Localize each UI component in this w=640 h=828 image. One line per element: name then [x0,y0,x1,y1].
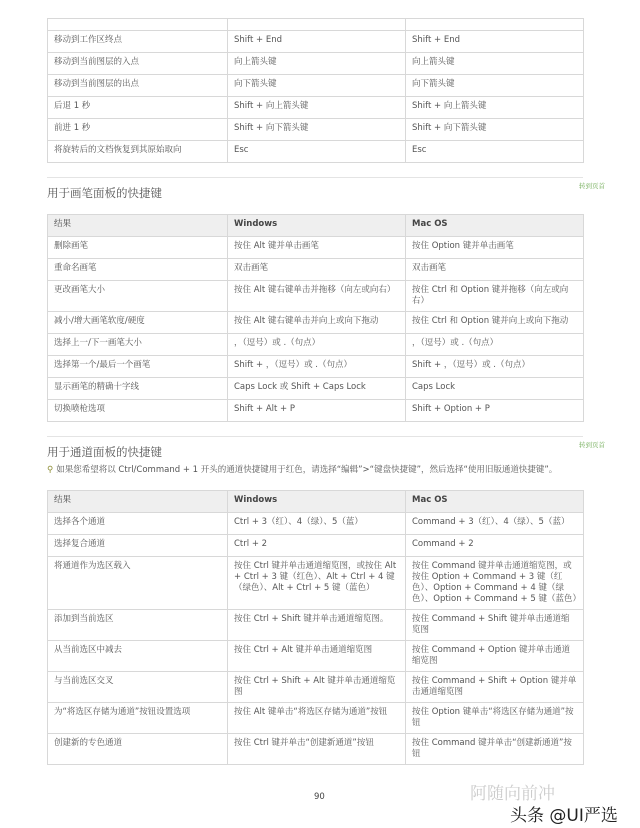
mac-cell: 按住 Ctrl 和 Option 键并向上或向下拖动 [406,312,584,334]
result-cell: 从当前选区中减去 [48,641,228,672]
mac-cell: 按住 Command + Shift 键并单击通道缩览图 [406,610,584,641]
table-row [48,259,584,281]
windows-cell: 向下箭头键 [228,75,406,97]
windows-cell: 按住 Alt 键右键单击并向上或向下拖动 [228,312,406,334]
mac-cell: 按住 Command + Option 键并单击通道缩览图 [406,641,584,672]
windows-cell: Shift + 向下箭头键 [228,119,406,141]
table-row [48,513,584,535]
windows-cell: 双击画笔 [228,259,406,281]
table-row [48,97,584,119]
document-content [47,18,605,765]
mac-cell: Mac OS [406,491,584,513]
table-row-partial [48,19,584,31]
windows-cell: 按住 Ctrl + Alt 键并单击通道缩览图 [228,641,406,672]
result-cell: 与当前选区交叉 [48,672,228,703]
table-row [48,378,584,400]
shortcut-table-brushes [47,214,584,422]
table-row [48,641,584,672]
mac-cell: Shift + 向下箭头键 [406,119,584,141]
windows-cell: Shift + End [228,31,406,53]
mac-cell: ，（逗号）或 .（句点） [406,334,584,356]
windows-cell: Ctrl + 2 [228,535,406,557]
result-cell: 将旋转后的文档恢复到其原始取向 [48,141,228,163]
mac-cell: 按住 Option 键并单击画笔 [406,237,584,259]
back-to-top-link[interactable]: 转到页首 [579,182,605,190]
watermark-wechat: 阿随向前冲 [470,784,555,804]
result-cell: 选择第一个/最后一个画笔 [48,356,228,378]
result-cell: 为“将选区存储为通道”按钮设置选项 [48,703,228,734]
table-row [48,53,584,75]
table-row [48,281,584,312]
table-row [48,237,584,259]
windows-cell: ，（逗号）或 .（句点） [228,334,406,356]
table-row [48,703,584,734]
shortcut-table-channels [47,490,584,765]
result-cell: 选择上一/下一画笔大小 [48,334,228,356]
result-cell: 将通道作为选区载入 [48,557,228,610]
section-brushes [47,177,605,422]
windows-cell: 按住 Ctrl 键并单击通道缩览图，或按住 Alt + Ctrl + 3 键（红色）、Alt + Ctrl + 4 键（绿色）、Alt + Ctrl + 5 键（蓝色） [228,557,406,610]
section-title-channels: 用于通道面板的快捷键 [47,445,162,459]
table-row [48,119,584,141]
windows-cell: 按住 Alt 键右键单击并拖移（向左或向右） [228,281,406,312]
result-cell: 选择复合通道 [48,535,228,557]
mac-cell: Shift + End [406,31,584,53]
windows-cell: 按住 Ctrl 键并单击“创建新通道”按钮 [228,734,406,765]
table-row [48,734,584,765]
windows-cell: 向上箭头键 [228,53,406,75]
mac-cell: Shift + ，（逗号）或 .（句点） [406,356,584,378]
windows-cell: Shift + ，（逗号）或 .（句点） [228,356,406,378]
table-row [48,557,584,610]
mac-cell: 双击画笔 [406,259,584,281]
result-cell: 减小/增大画笔软度/硬度 [48,312,228,334]
result-cell: 移动到当前图层的出点 [48,75,228,97]
mac-cell: 向下箭头键 [406,75,584,97]
result-cell: 选择各个通道 [48,513,228,535]
table-row [48,356,584,378]
page-number: 90 [314,792,325,802]
back-to-top-link[interactable]: 转到页首 [579,441,605,449]
table-header-row [48,491,584,513]
result-cell: 结果 [48,215,228,237]
mac-cell: 按住 Ctrl 和 Option 键并拖移（向左或向右） [406,281,584,312]
table-row [48,141,584,163]
result-cell: 创建新的专色通道 [48,734,228,765]
windows-cell: 按住 Ctrl + Shift + Alt 键并单击通道缩览图 [228,672,406,703]
lightbulb-icon: ⚲ [47,465,54,475]
result-cell: 显示画笔的精确十字线 [48,378,228,400]
mac-cell: Esc [406,141,584,163]
mac-cell: 向上箭头键 [406,53,584,75]
table-row [48,400,584,422]
mac-cell: 按住 Command 键并单击通道缩览图，或按住 Option + Command + 3 键（红色）、Option + Command + 4 键（绿色）、Option + Command + 5 键（蓝色） [406,557,584,610]
windows-cell: 按住 Ctrl + Shift 键并单击通道缩览图。 [228,610,406,641]
result-cell: 切换喷枪选项 [48,400,228,422]
windows-cell: Caps Lock 或 Shift + Caps Lock [228,378,406,400]
result-cell: 移动到当前图层的入点 [48,53,228,75]
result-cell: 删除画笔 [48,237,228,259]
table-row [48,610,584,641]
windows-cell: 按住 Alt 键单击“将选区存储为通道”按钮 [228,703,406,734]
windows-cell: 按住 Alt 键并单击画笔 [228,237,406,259]
shortcut-table-timeline [47,18,584,163]
section-title-brushes: 用于画笔面板的快捷键 [47,186,162,200]
windows-cell: Shift + Alt + P [228,400,406,422]
result-cell: 添加到当前选区 [48,610,228,641]
mac-cell: Mac OS [406,215,584,237]
table-row [48,312,584,334]
mac-cell: Command + 2 [406,535,584,557]
mac-cell: 按住 Command + Shift + Option 键并单击通道缩览图 [406,672,584,703]
table-row [48,535,584,557]
table-header-row [48,215,584,237]
windows-cell: Windows [228,491,406,513]
mac-cell: Command + 3（红）、4（绿）、5（蓝） [406,513,584,535]
table-row [48,75,584,97]
tip-text: 如果您希望将以 Ctrl/Command + 1 开头的通道快捷键用于红色，请选择“编辑”>“键盘快捷键”，然后选择“使用旧版通道快捷键”。 [56,465,558,475]
mac-cell: Shift + 向上箭头键 [406,97,584,119]
mac-cell: Shift + Option + P [406,400,584,422]
result-cell: 前进 1 秒 [48,119,228,141]
windows-cell: Ctrl + 3（红）、4（绿）、5（蓝） [228,513,406,535]
result-cell: 结果 [48,491,228,513]
result-cell: 移动到工作区终点 [48,31,228,53]
result-cell: 后退 1 秒 [48,97,228,119]
table-row [48,334,584,356]
watermark-toutiao: 头条 @UI严选 [510,806,618,826]
table-row [48,31,584,53]
mac-cell: Caps Lock [406,378,584,400]
result-cell: 重命名画笔 [48,259,228,281]
tip-note [47,465,627,476]
windows-cell: Esc [228,141,406,163]
result-cell: 更改画笔大小 [48,281,228,312]
mac-cell: 按住 Option 键单击“将选区存储为通道”按钮 [406,703,584,734]
windows-cell: Shift + 向上箭头键 [228,97,406,119]
section-channels [47,436,605,765]
table-row [48,672,584,703]
mac-cell: 按住 Command 键并单击“创建新通道”按钮 [406,734,584,765]
windows-cell: Windows [228,215,406,237]
